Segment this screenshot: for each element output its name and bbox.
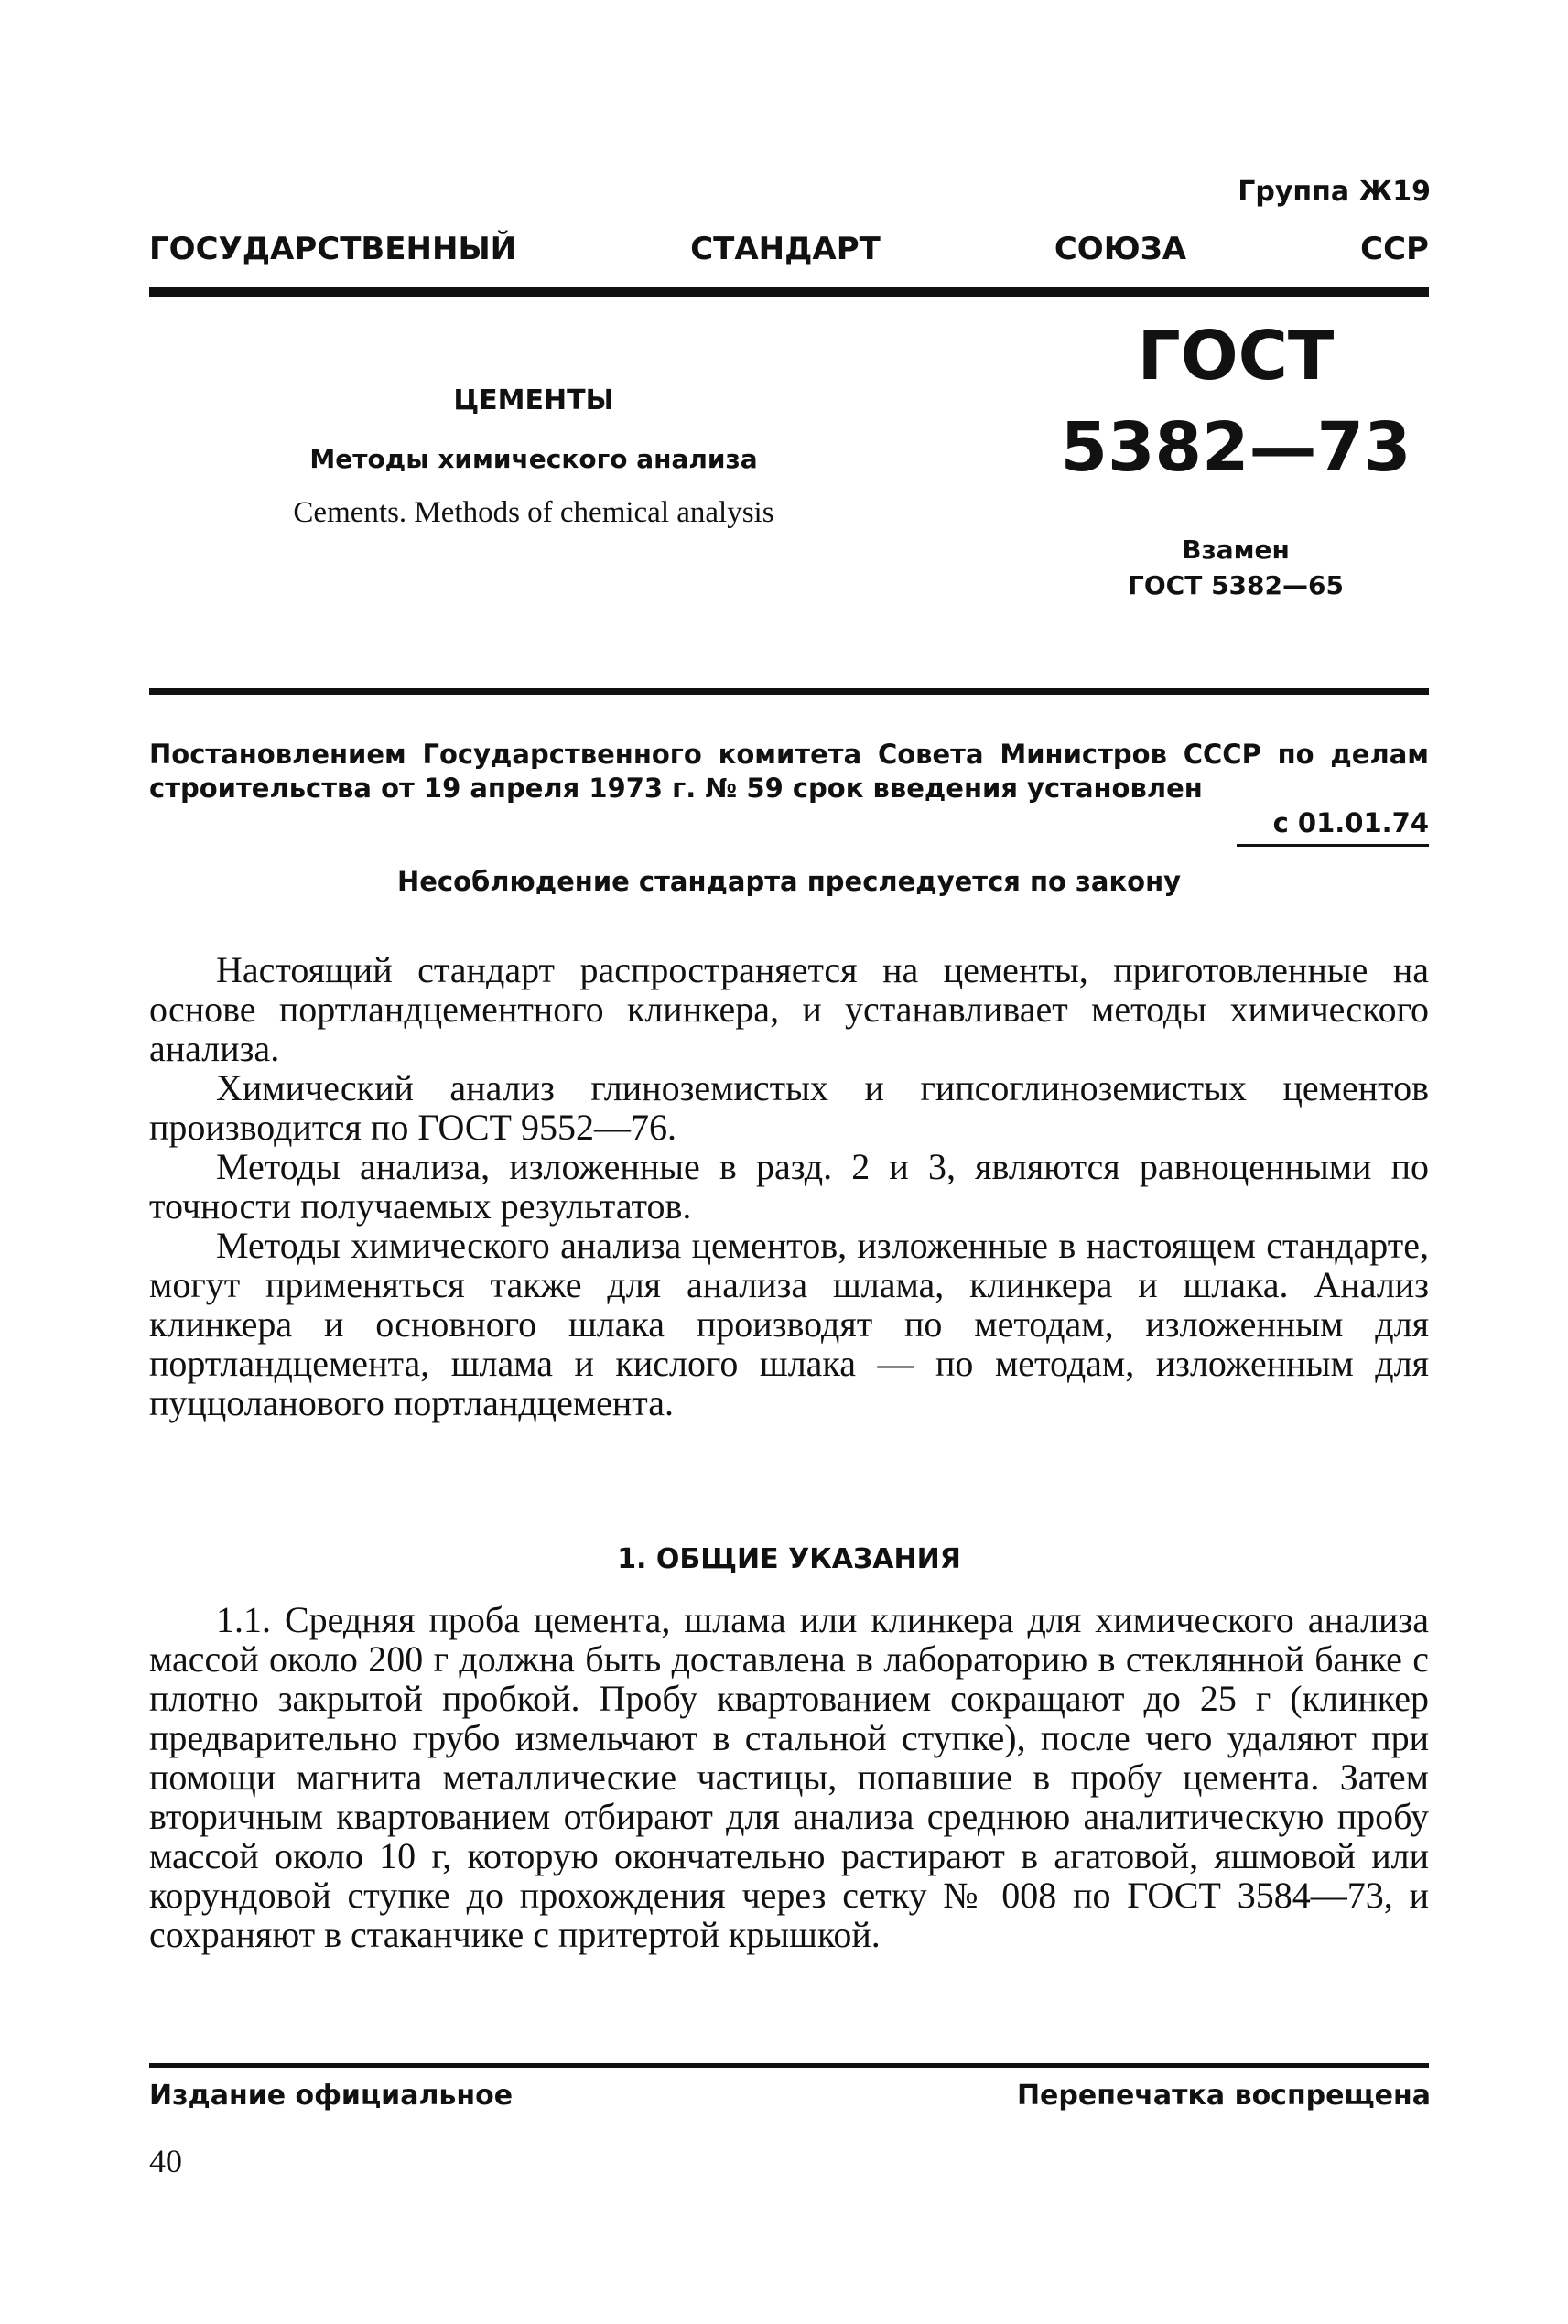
subtitle-ru: Методы химического анализа (309, 444, 758, 474)
intro-paragraph-3: Методы анализа, изложенные в разд. 2 и 3, являются равноценными по точности получаемых результатов. (149, 1146, 1429, 1227)
intro-text (149, 950, 1429, 1422)
group-code: Группа Ж19 (1238, 176, 1431, 208)
section-1-text (149, 1600, 1429, 1954)
section-heading: 1. ОБЩИЕ УКАЗАНИЯ (617, 1543, 961, 1575)
banner-word-4: ССР (1360, 231, 1429, 267)
decree-text: Постановлением Государственного комитета Совета Министров СССР по делам строительства от 19 апреля 1973 г. № 59 срок введения установлен (149, 739, 1429, 804)
banner-word-3: СОЮЗА (1054, 231, 1187, 267)
banner-word-1: ГОСУДАРСТВЕННЫЙ (149, 231, 517, 267)
title-en: Cements. Methods of chemical analysis (293, 496, 774, 529)
gost-designation (1044, 317, 1428, 600)
intro-paragraph-2: Химический анализ глиноземистых и гипсоглиноземистых цементов производится по ГОСТ 9552—76. (149, 1067, 1429, 1148)
replaces-number: ГОСТ 5382—65 (1128, 570, 1344, 600)
title-ru: ЦЕМЕНТЫ (453, 384, 614, 416)
clause-1-1: 1.1. Средняя проба цемента, шлама или клинкера для химического анализа массой около 200 г должна быть доставлена в лабораторию в стеклянной банке с плотно закрытой пробкой. Пробу квартованием сокращают до 25 г (клинкер предварительно грубо измельчают в стальной ступке), после чего удаляют при помощи магнита металлические частицы, попавшие в пробу цемента. Затем вторичным квартованием отбирают для анализа среднюю аналитическую пробу массой около 10 г, которую окончательно растирают в агатовой, яшмовой или корундовой ступке до прохождения через сетку № 008 по ГОСТ 3584—73, и сохраняют в стаканчике с притертой крышкой. (149, 1599, 1429, 1955)
gost-word: ГОСТ (1137, 317, 1335, 395)
state-standard-banner (149, 231, 1429, 267)
legal-warning: Несоблюдение стандарта преследуется по закону (396, 866, 1182, 897)
reprint-prohibited-label: Перепечатка воспрещена (1016, 2080, 1431, 2112)
banner-word-2: СТАНДАРТ (690, 231, 881, 267)
page-number: 40 (149, 2143, 182, 2179)
footer-rule (149, 2063, 1429, 2068)
header-rule (149, 287, 1429, 297)
intro-paragraph-1: Настоящий стандарт распространяется на цементы, приготовленные на основе портландцементного клинкера, и устанавливает методы химического анализа. (149, 949, 1429, 1069)
effective-date: с 01.01.74 (1272, 807, 1429, 838)
gost-number: 5382—73 (1060, 408, 1411, 487)
replaces-label: Взамен (1182, 535, 1290, 565)
title-block (149, 384, 918, 530)
title-rule (149, 688, 1429, 695)
effective-date-rule (1237, 844, 1429, 847)
official-edition-label: Издание официальное (149, 2080, 514, 2112)
intro-paragraph-4: Методы химического анализа цементов, изложенные в настоящем стандарте, могут применяться также для анализа шлама, клинкера и шлака. Анализ клинкера и основного шлака производят по методам, изложенным для портландцемента, шлама и кислого шлака — по методам, изложенным для пуццоланового портландцемента. (149, 1225, 1429, 1423)
